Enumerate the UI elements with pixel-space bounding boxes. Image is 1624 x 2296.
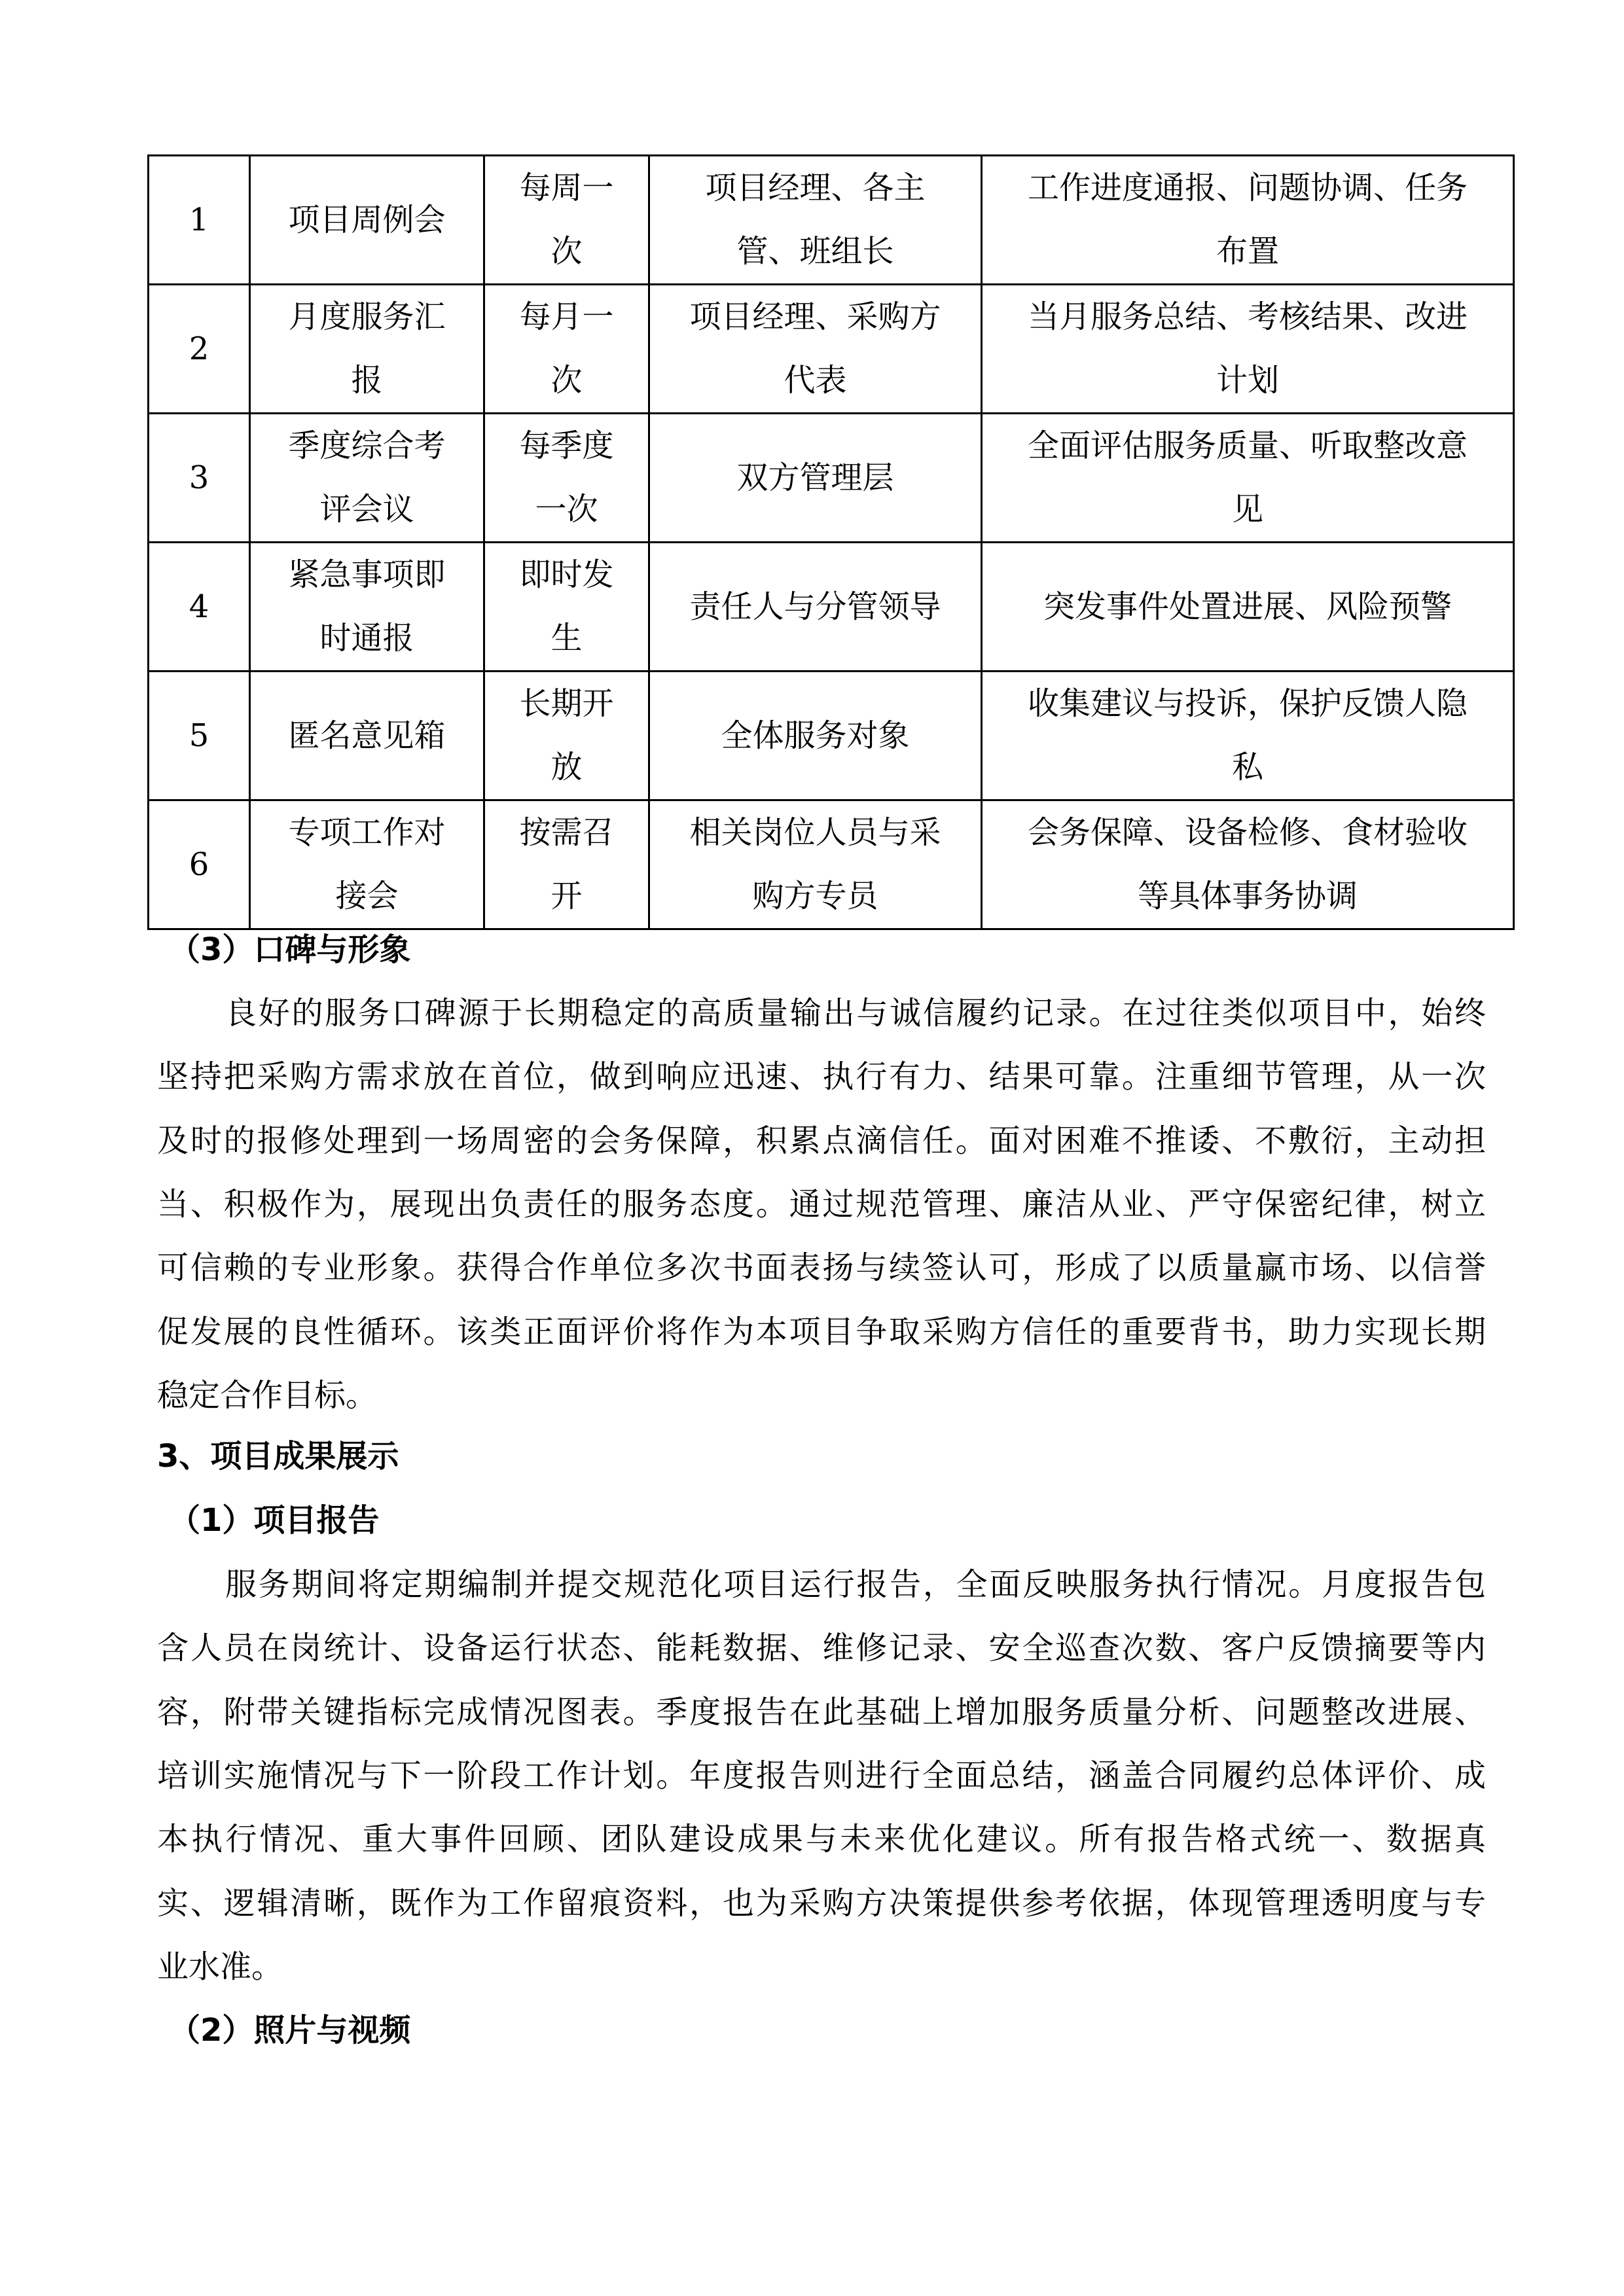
meeting-schedule-table <box>147 154 1515 930</box>
cell-text: 5 <box>189 717 209 754</box>
cell-text: 管、班组长 <box>736 233 894 270</box>
cell-text: 计划 <box>1216 362 1279 399</box>
table-row <box>149 543 1514 672</box>
cell-row-number <box>149 156 250 285</box>
cell-text: 报 <box>351 362 383 399</box>
cell-text: 评会议 <box>319 491 414 528</box>
paragraph-line: 业水准。 <box>157 1948 283 1985</box>
cell-text: 3 <box>189 459 209 496</box>
cell-text: 6 <box>189 846 209 883</box>
cell-meeting-name <box>250 414 484 543</box>
cell-text: 收集建议与投诉，保护反馈人隐 <box>1027 685 1468 722</box>
cell-text: 全体服务对象 <box>721 717 910 754</box>
cell-text: 购方专员 <box>752 878 878 914</box>
cell-participants <box>649 800 982 929</box>
cell-content <box>982 156 1514 285</box>
cell-text: 次 <box>550 233 583 270</box>
cell-content <box>982 800 1514 929</box>
cell-row-number <box>149 543 250 672</box>
cell-content <box>982 285 1514 414</box>
paragraph-line: 服务期间将定期编制并提交规范化项目运行报告，全面反映服务执行情况。月度报告包 <box>225 1566 1486 1603</box>
paragraph-line: 当、积极作为，展现出负责任的服务态度。通过规范管理、廉洁从业、严守保密纪律，树立 <box>157 1185 1486 1223</box>
cell-row-number <box>149 672 250 800</box>
cell-participants <box>649 285 982 414</box>
paragraph-line: 促发展的良性循环。该类正面评价将作为本项目争取采购方信任的重要背书，助力实现长期 <box>157 1313 1486 1350</box>
cell-participants <box>649 156 982 285</box>
paragraph-line: 实、逻辑清晰，既作为工作留痕资料，也为采购方决策提供参考依据，体现管理透明度与专 <box>157 1884 1486 1922</box>
cell-text: 一次 <box>535 491 598 528</box>
paragraph-line: 可信赖的专业形象。获得合作单位多次书面表扬与续签认可，形成了以质量赢市场、以信誉 <box>157 1249 1486 1287</box>
cell-frequency <box>484 800 649 929</box>
cell-text: 会务保障、设备检修、食材验收 <box>1027 814 1468 851</box>
cell-frequency <box>484 285 649 414</box>
cell-text: 等具体事务协调 <box>1137 878 1358 914</box>
cell-content <box>982 414 1514 543</box>
paragraph-line: 良好的服务口碑源于长期稳定的高质量输出与诚信履约记录。在过往类似项目中，始终 <box>225 995 1486 1031</box>
cell-text: 放 <box>550 749 583 785</box>
cell-text: 每季度 <box>519 427 614 464</box>
cell-frequency <box>484 672 649 800</box>
cell-text: 生 <box>550 620 583 656</box>
paragraph-line: 容，附带关键指标完成情况图表。季度报告在此基础上增加服务质量分析、问题整改进展、 <box>157 1693 1486 1731</box>
cell-text: 每月一 <box>519 298 614 335</box>
cell-text: 月度服务汇 <box>288 298 446 335</box>
table-row <box>149 800 1514 929</box>
cell-content <box>982 543 1514 672</box>
cell-frequency <box>484 414 649 543</box>
paragraph-line: 含人员在岗统计、设备运行状态、能耗数据、维修记录、安全巡查次数、客户反馈摘要等内 <box>157 1630 1486 1667</box>
cell-row-number <box>149 800 250 929</box>
paragraph-line: 坚持把采购方需求放在首位，做到响应迅速、执行有力、结果可靠。注重细节管理，从一次 <box>157 1058 1486 1096</box>
paragraph-line: 本执行情况、重大事件回顾、团队建设成果与未来优化建议。所有报告格式统一、数据真 <box>157 1821 1486 1858</box>
cell-text: 全面评估服务质量、听取整改意 <box>1027 427 1468 464</box>
cell-text: 项目经理、各主 <box>705 170 926 206</box>
cell-meeting-name <box>250 672 484 800</box>
cell-text: 长期开 <box>519 685 614 722</box>
cell-text: 2 <box>189 330 209 367</box>
cell-text: 专项工作对 <box>288 814 446 851</box>
cell-row-number <box>149 285 250 414</box>
cell-text: 紧急事项即 <box>288 556 446 593</box>
cell-text: 接会 <box>335 878 399 914</box>
cell-text: 代表 <box>784 362 847 399</box>
section-heading-media: （2）照片与视频 <box>169 2012 411 2049</box>
table-row <box>149 156 1514 285</box>
cell-text: 当月服务总结、考核结果、改进 <box>1027 298 1468 335</box>
cell-meeting-name <box>250 543 484 672</box>
cell-participants <box>649 414 982 543</box>
section-heading-report: （1）项目报告 <box>169 1502 380 1539</box>
cell-text: 即时发 <box>519 556 614 593</box>
cell-content <box>982 672 1514 800</box>
cell-text: 项目经理、采购方 <box>689 298 941 335</box>
cell-text: 相关岗位人员与采 <box>689 814 941 851</box>
cell-text: 每周一 <box>519 170 614 206</box>
cell-text: 1 <box>189 201 209 238</box>
section-heading-results: 3、项目成果展示 <box>157 1438 399 1475</box>
cell-text: 项目周例会 <box>288 201 446 238</box>
cell-frequency <box>484 156 649 285</box>
cell-text: 季度综合考 <box>288 427 446 464</box>
cell-text: 匿名意见箱 <box>288 717 446 754</box>
table-row <box>149 414 1514 543</box>
cell-text: 时通报 <box>319 620 414 656</box>
cell-text: 私 <box>1231 749 1263 785</box>
paragraph-line: 稳定合作目标。 <box>157 1376 378 1414</box>
cell-text: 责任人与分管领导 <box>689 588 941 625</box>
cell-text: 按需召 <box>519 814 614 851</box>
cell-meeting-name <box>250 800 484 929</box>
cell-text: 双方管理层 <box>736 459 894 496</box>
cell-text: 4 <box>189 588 209 625</box>
cell-participants <box>649 543 982 672</box>
table-row <box>149 672 1514 800</box>
cell-row-number <box>149 414 250 543</box>
cell-text: 突发事件处置进展、风险预警 <box>1043 588 1452 625</box>
cell-meeting-name <box>250 285 484 414</box>
section-heading-reputation: （3）口碑与形象 <box>169 931 411 968</box>
table-row <box>149 285 1514 414</box>
cell-text: 布置 <box>1216 233 1279 270</box>
cell-text: 见 <box>1231 491 1263 528</box>
cell-text: 开 <box>550 878 583 914</box>
paragraph-line: 培训实施情况与下一阶段工作计划。年度报告则进行全面总结，涵盖合同履约总体评价、成 <box>157 1757 1486 1794</box>
cell-meeting-name <box>250 156 484 285</box>
cell-text: 次 <box>550 362 583 399</box>
cell-text: 工作进度通报、问题协调、任务 <box>1027 170 1468 206</box>
cell-participants <box>649 672 982 800</box>
cell-frequency <box>484 543 649 672</box>
paragraph-line: 及时的报修处理到一场周密的会务保障，积累点滴信任。面对困难不推诿、不敷衍，主动担 <box>157 1122 1486 1159</box>
